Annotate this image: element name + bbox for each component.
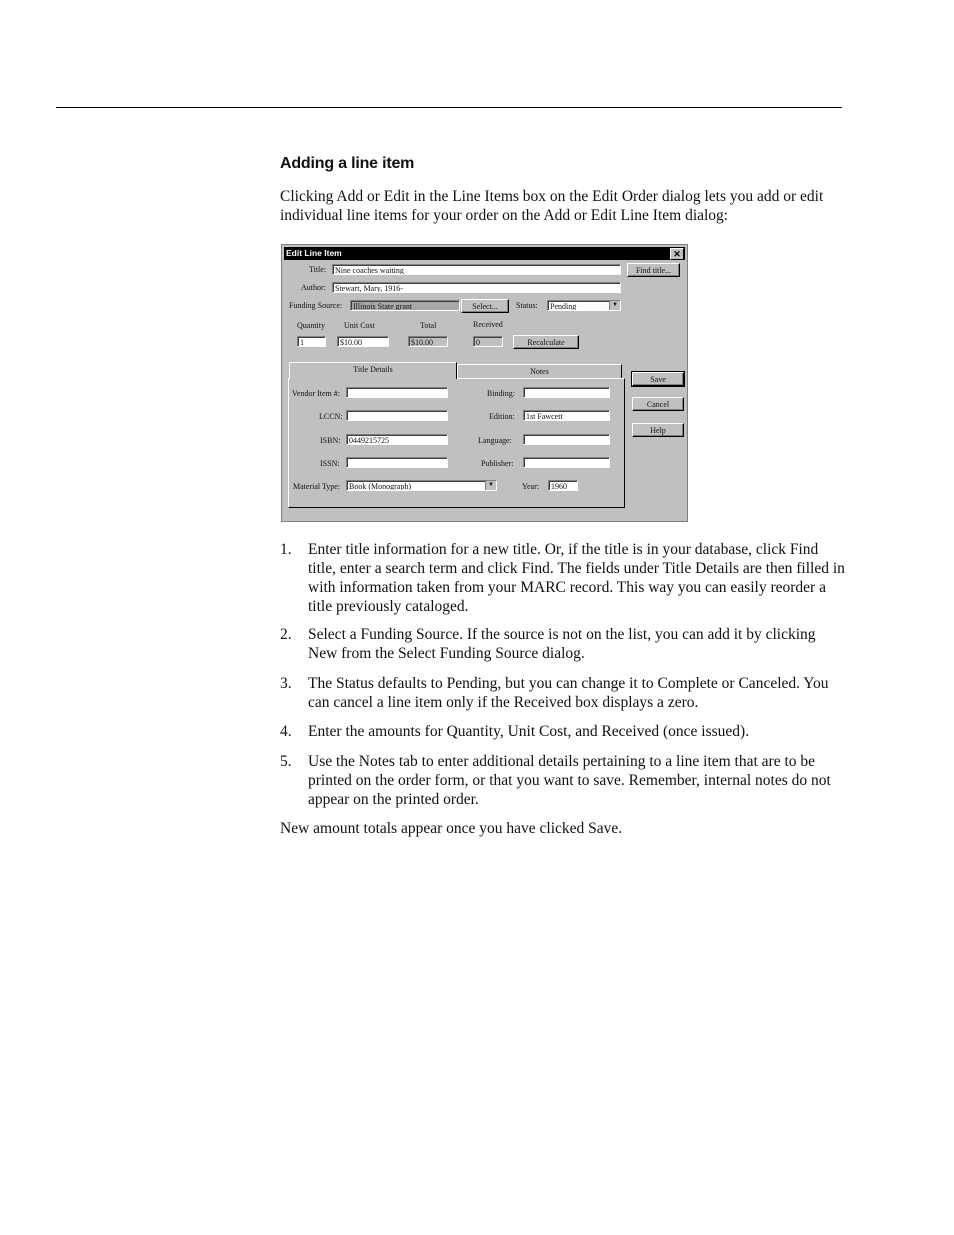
year-label: Year: — [522, 482, 539, 491]
unit-cost-field[interactable]: $10.00 — [337, 336, 389, 347]
language-field[interactable] — [523, 434, 610, 445]
chevron-down-icon[interactable]: ▼ — [485, 481, 496, 490]
author-label: Author: — [301, 283, 326, 292]
total-label: Total — [420, 321, 437, 330]
tab-notes[interactable]: Notes — [457, 364, 622, 378]
select-button[interactable]: Select... — [461, 299, 509, 313]
status-label: Status: — [516, 301, 538, 310]
isbn-label: ISBN: — [320, 436, 341, 445]
step-text: Use the Notes tab to enter additional details pertaining to a line item that are to be printed on the order form, or that you want to save. Remember, internal notes do not appear on the printed order. — [308, 753, 831, 808]
step-text: The Status defaults to Pending, but you can change it to Complete or Canceled. You can cancel a line item only if the Received box displays a zero. — [308, 675, 829, 711]
header-rule — [56, 107, 842, 108]
publisher-field[interactable] — [523, 457, 610, 468]
received-field[interactable]: 0 — [473, 336, 503, 347]
vendor-item-field[interactable] — [346, 387, 448, 398]
title-field[interactable]: Nine coaches waiting — [332, 264, 621, 275]
dialog-titlebar — [284, 247, 685, 260]
close-icon[interactable]: ✕ — [670, 248, 684, 260]
step-number: 4. — [280, 723, 292, 740]
status-select[interactable] — [547, 300, 621, 311]
help-button[interactable]: Help — [632, 423, 684, 437]
dialog-title: Edit Line Item — [286, 248, 342, 258]
edition-label: Edition: — [489, 412, 515, 421]
material-type-label: Material Type: — [293, 482, 341, 491]
step-text: Enter the amounts for Quantity, Unit Cost, and Received (once issued). — [308, 723, 750, 740]
quantity-field[interactable]: 1 — [297, 336, 326, 347]
recalculate-button[interactable]: Recalculate — [513, 335, 579, 349]
unit-cost-label: Unit Cost — [344, 321, 375, 330]
funding-source-label: Funding Source: — [289, 301, 343, 310]
tab-title-details[interactable]: Title Details — [289, 362, 457, 379]
lccn-field[interactable] — [346, 410, 448, 421]
author-field[interactable]: Stewart, Mary, 1916- — [332, 282, 621, 293]
lccn-label: LCCN: — [319, 412, 343, 421]
step-text: Enter title information for a new title. Or, if the title is in your database, click Find title, enter a search term and click Find. The fields under Title Details are then filled in with information taken from your MARC record. This way you can easily reorder a title previously cataloged. — [308, 541, 845, 615]
step-number: 2. — [280, 626, 292, 643]
funding-source-field: Illinois State grant — [350, 300, 460, 311]
cancel-button[interactable]: Cancel — [632, 397, 684, 411]
edition-field[interactable]: 1st Fawcett — [523, 410, 610, 421]
received-label: Received — [473, 320, 503, 329]
find-title-button[interactable]: Find title... — [627, 263, 680, 277]
quantity-label: Quantity — [297, 321, 325, 330]
step-number: 5. — [280, 753, 292, 770]
save-button[interactable]: Save — [632, 372, 684, 386]
total-field: $10.00 — [408, 336, 448, 347]
step-number: 1. — [280, 541, 292, 558]
language-label: Language: — [478, 436, 512, 445]
issn-label: ISSN: — [320, 459, 340, 468]
year-field[interactable]: 1960 — [548, 480, 578, 491]
step-text: Select a Funding Source. If the source is not on the list, you can add it by clicking New from the Select Funding Source dialog. — [308, 626, 816, 662]
status-value: Pending — [550, 302, 577, 311]
intro-paragraph: Clicking Add or Edit in the Line Items box on the Edit Order dialog lets you add or edit individual line items for your order on the Add or Edit Line Item dialog: — [280, 188, 824, 224]
closing-paragraph: New amount totals appear once you have clicked Save. — [280, 820, 623, 837]
binding-field[interactable] — [523, 387, 610, 398]
publisher-label: Publisher: — [481, 459, 514, 468]
title-label: Title: — [309, 265, 327, 274]
isbn-field[interactable]: 0449215725 — [346, 434, 448, 445]
chevron-down-icon[interactable]: ▼ — [609, 301, 620, 310]
vendor-item-label: Vendor Item #: — [292, 389, 340, 398]
section-heading: Adding a line item — [280, 155, 415, 172]
material-type-value: Book (Monograph) — [349, 482, 411, 491]
material-type-select[interactable] — [346, 480, 497, 491]
binding-label: Binding: — [487, 389, 516, 398]
issn-field[interactable] — [346, 457, 448, 468]
step-number: 3. — [280, 675, 292, 692]
